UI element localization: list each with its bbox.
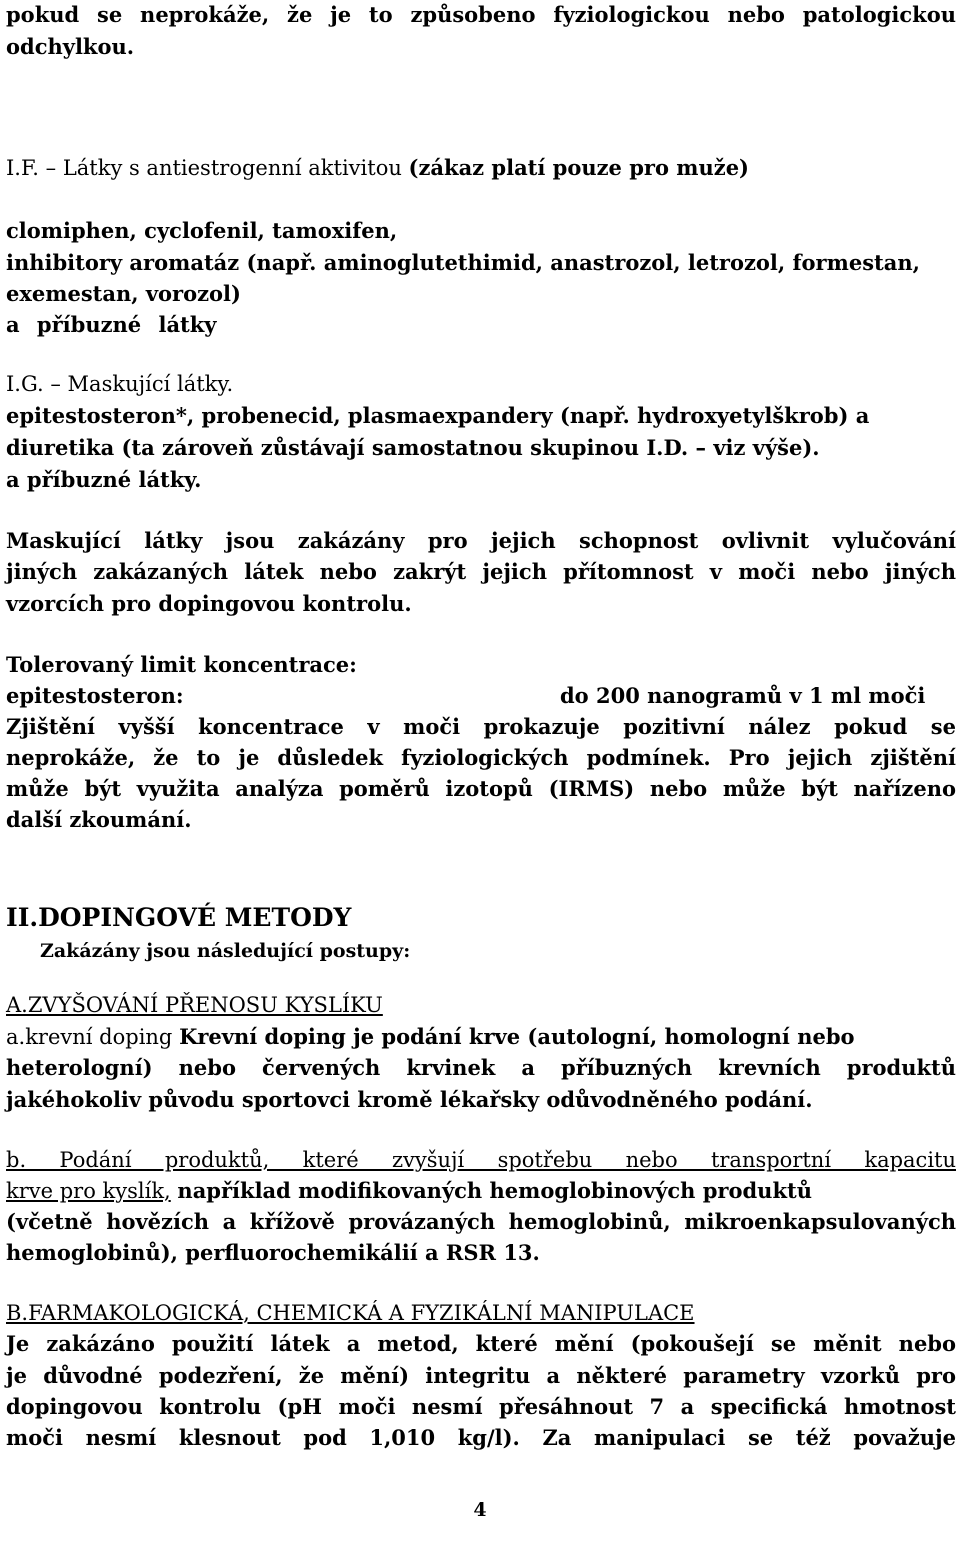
text-line: diuretika (ta zároveň zůstávají samostatnou skupinou I.D. – viz výše).: [6, 435, 820, 460]
text-line: epitestosteron*, probenecid, plasmaexpandery (např. hydroxyetylškrob) a: [6, 403, 870, 428]
section-b-heading: B.FARMAKOLOGICKÁ, CHEMICKÁ A FYZIKÁLNÍ MANIPULACE: [6, 1301, 695, 1325]
text-line: exemestan, vorozol): [6, 281, 241, 306]
text-line: odchylkou.: [6, 34, 135, 59]
subsection-b-heading: b. Podání produktů, které zvyšují spotřebu nebo transportní kapacitu: [6, 1148, 956, 1172]
text-run: Krevní doping je podání krve (autologní, homologní nebo: [179, 1024, 855, 1049]
section-ig-heading: [6, 370, 956, 398]
text-line: Je zakázáno použití látek a metod, které mění (pokoušejí se měnit nebo: [6, 1331, 956, 1356]
text-line: další zkoumání.: [6, 807, 192, 832]
text-line: vzorcích pro dopingovou kontrolu.: [6, 591, 412, 616]
text-line: může být využita analýza poměrů izotopů (IRMS) nebo může být nařízeno: [6, 776, 956, 801]
limit-row: [6, 682, 956, 710]
text-line: moči nesmí klesnout pod 1,010 kg/l). Za manipulaci se též považuje: [6, 1425, 956, 1450]
text-line: a příbuzné látky: [6, 312, 217, 337]
section-ig-title: Maskující látky.: [67, 372, 234, 396]
text-line: inhibitory aromatáz (např. aminoglutethimid, anastrozol, letrozol, formestan,: [6, 250, 920, 275]
text-line: clomiphen, cyclofenil, tamoxifen,: [6, 218, 398, 243]
text-line: Tolerovaný limit koncentrace:: [6, 652, 357, 677]
section-if-note: (zákaz platí pouze pro muže): [408, 155, 749, 180]
limit-value: do 200 nanogramů v 1 ml moči: [560, 683, 926, 708]
text-line: Zjištění vyšší koncentrace v moči prokazuje pozitivní nález pokud se: [6, 714, 956, 739]
text-line: dopingovou kontrolu (pH moči nesmí přesáhnout 7 a specifická hmotnost: [6, 1394, 956, 1419]
section-ii-subheading: Zakázány jsou následující postupy:: [40, 940, 411, 962]
text-line: je důvodné podezření, že mění) integritu a některé parametry vzorků pro: [6, 1363, 956, 1388]
page-number: 4: [473, 1499, 487, 1521]
section-ii-heading: II.DOPINGOVÉ METODY: [6, 903, 352, 932]
paragraph-a-first: [6, 1023, 956, 1051]
text-line: hemoglobinů), perfluorochemikálií a RSR 13.: [6, 1240, 540, 1265]
text-line: jiných zakázaných látek nebo zakrýt jejich přítomnost v moči nebo jiných: [6, 559, 956, 584]
section-ig-label: I.G. –: [6, 372, 61, 396]
section-if-heading: [6, 154, 956, 182]
section-a-heading: A.ZVYŠOVÁNÍ PŘENOSU KYSLÍKU: [6, 993, 383, 1017]
section-if-title: Látky s antiestrogenní aktivitou: [62, 156, 402, 180]
text-line: (včetně hovězích a křížově provázaných hemoglobinů, mikroenkapsulovaných: [6, 1209, 956, 1234]
text-line: jakéhokoliv původu sportovci kromě lékařsky odůvodněného podání.: [6, 1087, 813, 1112]
paragraph-b-first: [6, 1177, 956, 1205]
section-if-label: I.F. –: [6, 156, 57, 180]
limit-label: epitestosteron:: [6, 683, 184, 708]
text-run: například modifikovaných hemoglobinových produktů: [177, 1178, 812, 1203]
subsection-b-heading-cont: krve pro kyslík,: [6, 1179, 171, 1203]
text-line: a příbuzné látky.: [6, 467, 202, 492]
text-line: pokud se neprokáže, že je to způsobeno fyziologickou nebo patologickou: [6, 2, 956, 27]
text-line: heterologní) nebo červených krvinek a příbuzných krevních produktů: [6, 1055, 956, 1080]
text-line: neprokáže, že to je důsledek fyziologických podmínek. Pro jejich zjištění: [6, 745, 956, 770]
text-line: Maskující látky jsou zakázány pro jejich schopnost ovlivnit vylučování: [6, 528, 956, 553]
subsection-a-label: a.krevní doping: [6, 1025, 173, 1049]
